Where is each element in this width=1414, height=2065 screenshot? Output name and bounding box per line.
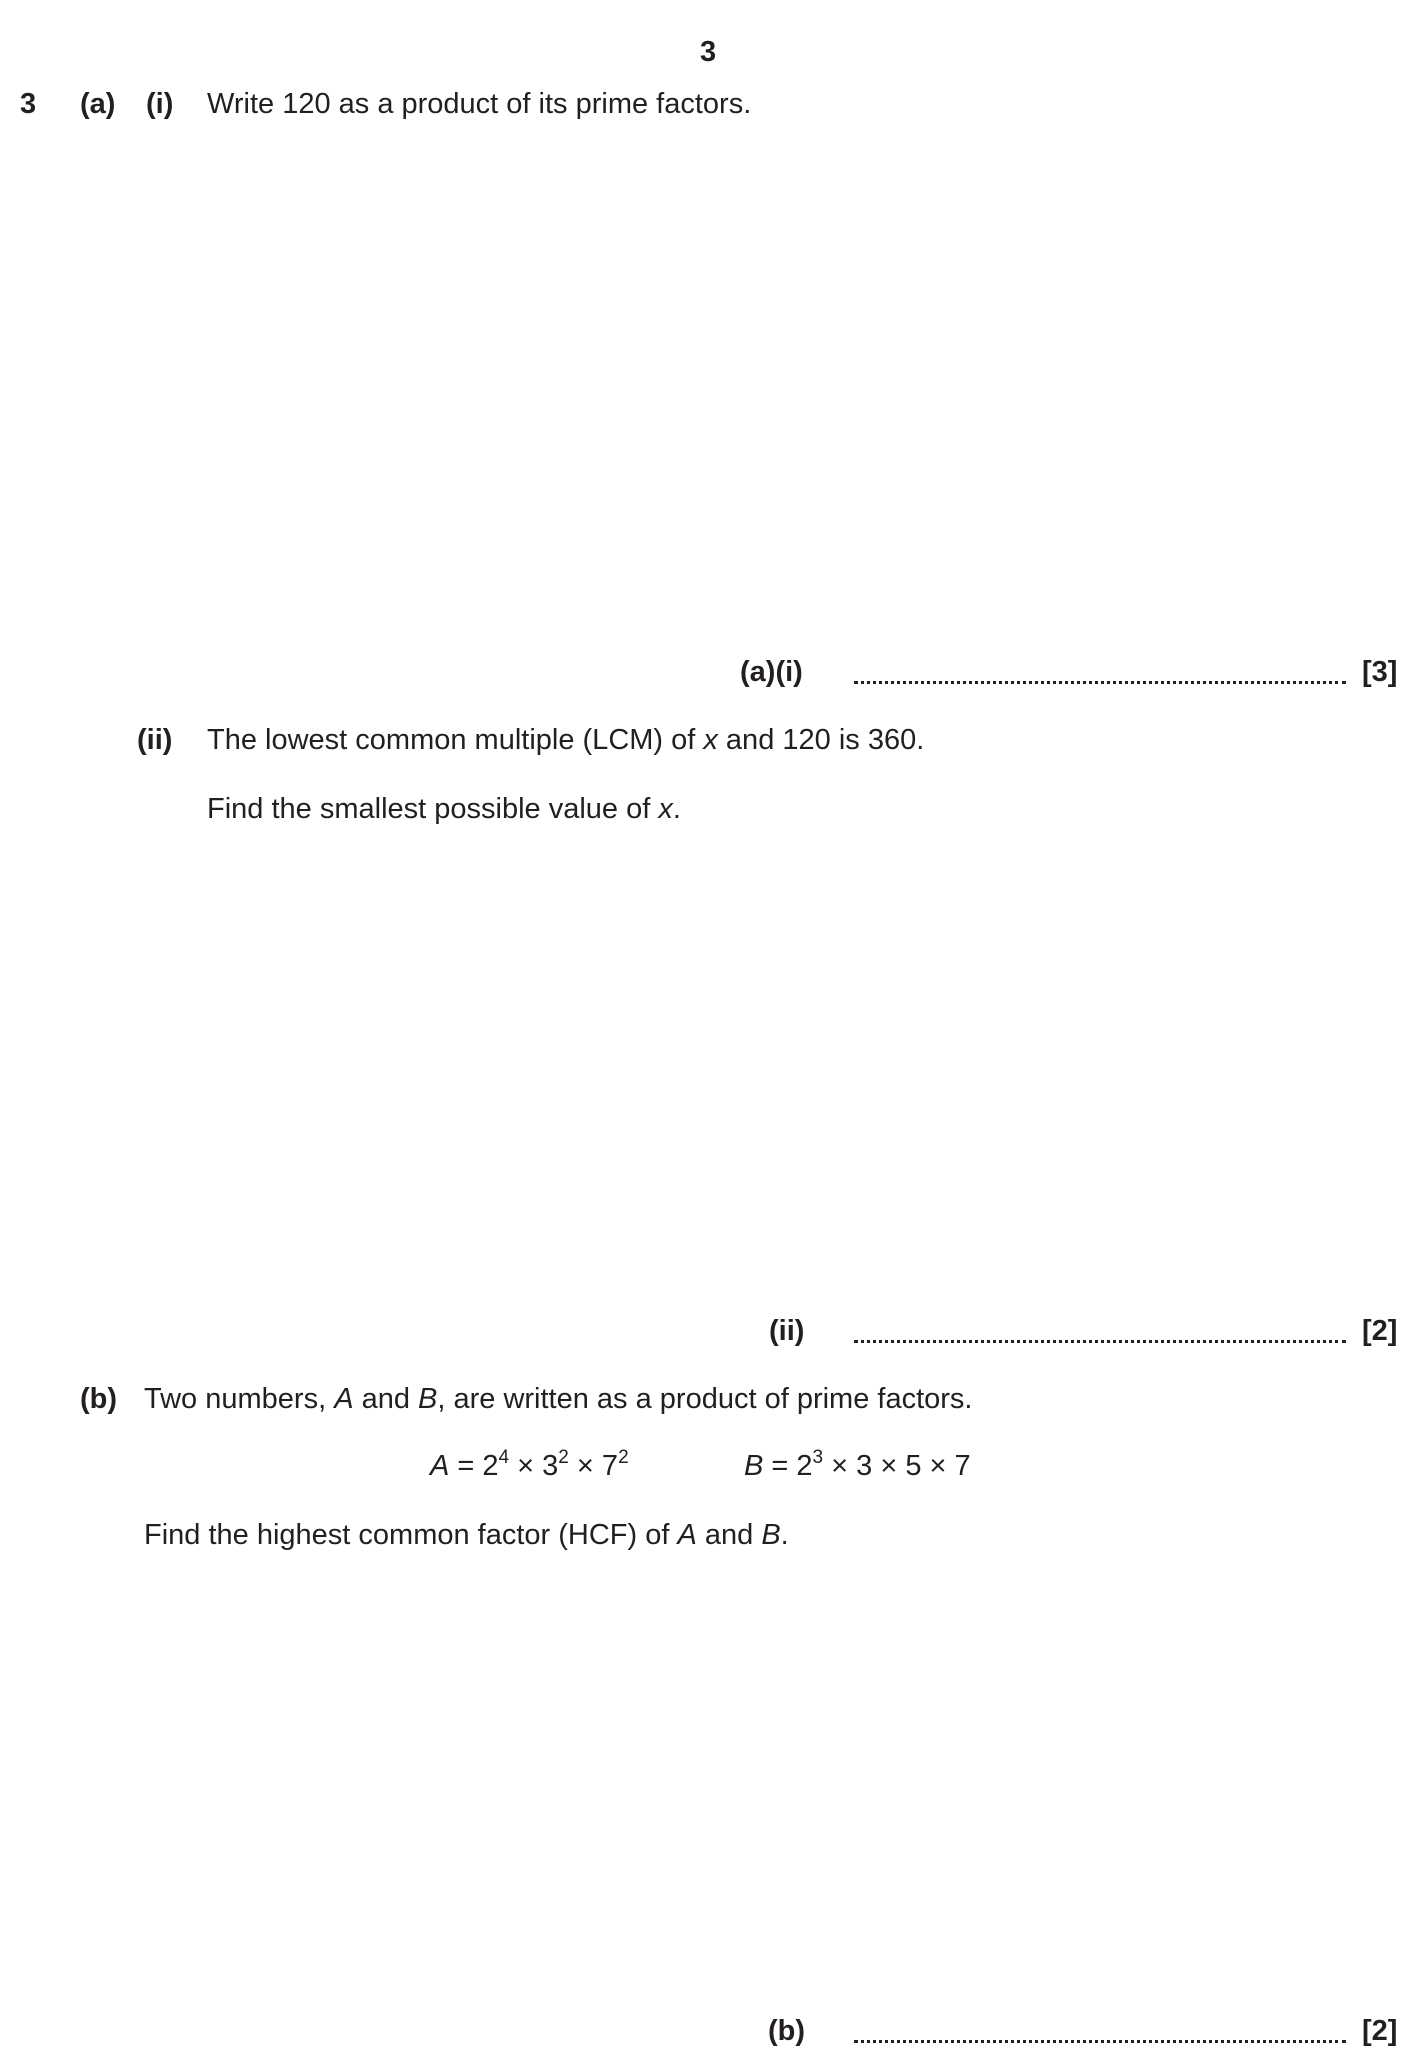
part-a-i-label: (i) <box>146 88 174 120</box>
text-segment: . <box>780 1519 789 1551</box>
answer-b-line[interactable] <box>854 2040 1346 2043</box>
variable-b: B <box>744 1450 764 1482</box>
variable-a: A <box>430 1450 450 1482</box>
variable-a: A <box>677 1519 697 1551</box>
text-segment: and <box>353 1383 419 1415</box>
text-segment: Two numbers, <box>144 1383 335 1415</box>
answer-a-i-marks: [3] <box>1362 656 1398 688</box>
equation-b <box>744 1447 971 1482</box>
answer-a-ii-line[interactable] <box>854 1340 1346 1343</box>
answer-b-marks: [2] <box>1362 2015 1398 2047</box>
part-b-label: (b) <box>80 1383 118 1415</box>
eq-segment: × 3 × 5 × 7 <box>823 1450 971 1482</box>
part-a-ii-label: (ii) <box>137 724 173 756</box>
page-number: 3 <box>700 36 717 68</box>
part-b-question-text <box>144 1385 973 1414</box>
exponent: 4 <box>498 1447 510 1468</box>
equation-a <box>430 1447 629 1482</box>
variable-x: x <box>658 793 673 825</box>
variable-b: B <box>761 1519 781 1551</box>
part-a-ii-instruction <box>207 795 681 824</box>
variable-b: B <box>418 1383 438 1415</box>
part-a-label: (a) <box>80 88 116 120</box>
answer-a-i-label: (a)(i) <box>740 656 803 688</box>
text-segment: The lowest common multiple (LCM) of <box>207 724 704 756</box>
variable-x: x <box>703 724 718 756</box>
answer-a-ii-marks: [2] <box>1362 1315 1398 1347</box>
answer-b-label: (b) <box>768 2015 806 2047</box>
answer-a-ii-label: (ii) <box>769 1315 805 1347</box>
part-a-i-question-text: Write 120 as a product of its prime factors. <box>207 88 752 120</box>
text-segment: . <box>672 793 681 825</box>
text-segment: and 120 is 360. <box>717 724 925 756</box>
variable-a: A <box>334 1383 354 1415</box>
part-a-ii-question-text <box>207 726 924 755</box>
question-number: 3 <box>20 88 37 120</box>
eq-segment: × 7 <box>568 1450 619 1482</box>
exponent: 3 <box>812 1447 824 1468</box>
eq-segment: × 3 <box>509 1450 559 1482</box>
text-segment: and <box>696 1519 762 1551</box>
part-b-instruction <box>144 1521 789 1550</box>
text-segment: , are written as a product of prime factors. <box>437 1383 973 1415</box>
exponent: 2 <box>558 1447 569 1468</box>
answer-a-i-line[interactable] <box>854 681 1346 684</box>
eq-segment: = 2 <box>449 1450 499 1482</box>
text-segment: Find the smallest possible value of <box>207 793 659 825</box>
eq-segment: = 2 <box>763 1450 813 1482</box>
text-segment: Find the highest common factor (HCF) of <box>144 1519 678 1551</box>
exponent: 2 <box>618 1447 629 1468</box>
